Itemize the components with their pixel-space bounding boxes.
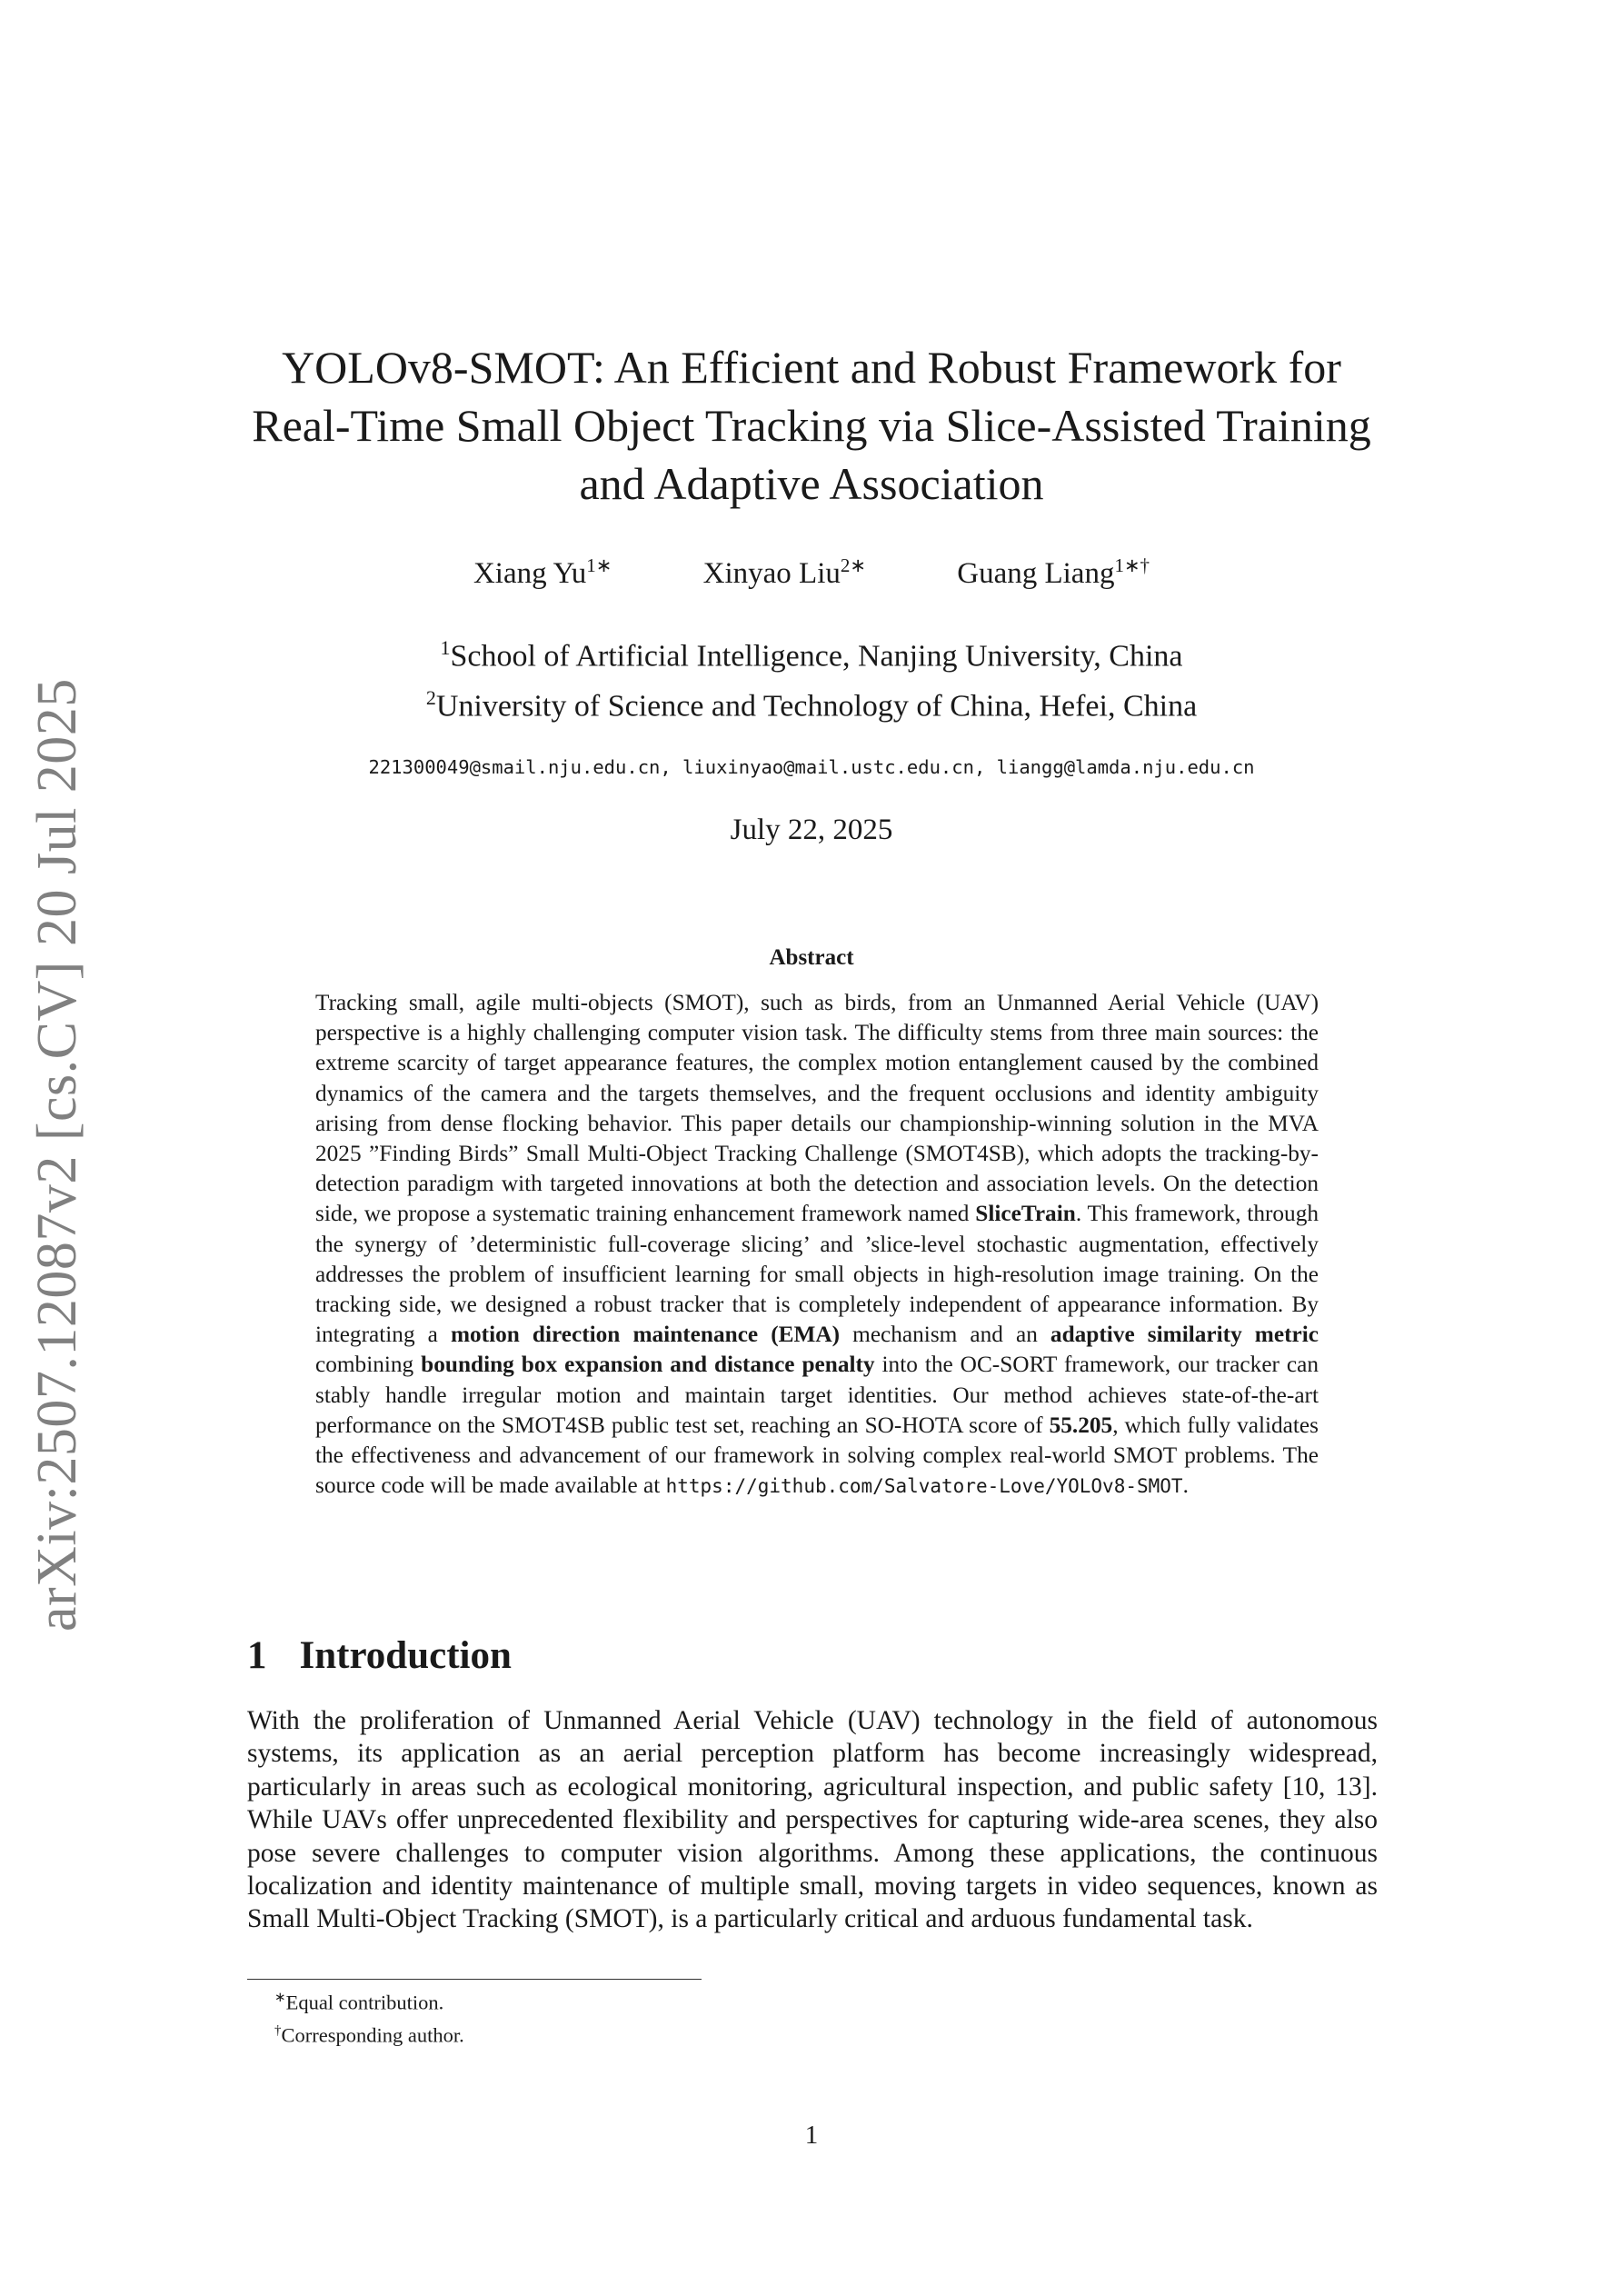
keyword-adaptive-metric: adaptive similarity metric [1050, 1322, 1319, 1348]
author-mark: 2∗ [840, 554, 866, 576]
keyword-bbox-expansion: bounding box expansion and distance penalty [421, 1352, 875, 1378]
affiliation-mark: 2 [425, 686, 436, 710]
abstract-text: Tracking small, agile multi-objects (SMOT), such as birds, from an Unmanned Aerial Vehicle (UAV) perspective is a highly challenging computer vision task. The difficulty stems from three main sources: the extreme scarcity of target appearance features, the complex motion entanglement caused by the combined dynamics of the camera and the targets themselves, and the frequent occlusions and identity ambiguity arising from dense flocking behavior. This paper details our championship-winning solution in the MVA 2025 ”Finding Birds” Small Multi-Object Tracking Challenge (SMOT4SB), which adopts the tracking-by-detection paradigm with targeted innovations at both the detection and association levels. On the detection side, we propose a systematic training enhancement framework named SliceTrain. This framework, through the synergy of ’deterministic full-coverage slicing’ and ’slice-level stochastic augmentation, effectively addresses the problem of insufficient learning for small objects in high-resolution image training. On the tracking side, we designed a robust tracker that is completely independent of appearance information. By integrating a motion direction maintenance (EMA) mechanism and an adaptive similarity metric combining bounding box expansion and distance penalty into the OC-SORT framework, our tracker can stably handle irregular motion and maintain target identities. Our method achieves state-of-the-art performance on the SMOT4SB public test set, reaching an SO-HOTA score of 55.205, which fully validates the effectiveness and advancement of our framework in solving complex real-world SMOT problems. The source code will be made available at https://github.com/Salvatore-Love/YOLOv8-SMOT. [315, 990, 1319, 1499]
footnote-text: Equal contribution. [285, 1991, 444, 2014]
footnote-mark: ∗ [274, 1991, 286, 2005]
page-number: 1 [804, 2121, 819, 2150]
footnote [274, 2017, 464, 2050]
section-number: 1 [247, 1634, 267, 1677]
score-value: 55.205 [1049, 1412, 1113, 1438]
footnotes [274, 1984, 464, 2049]
code-url-link[interactable]: https://github.com/Salvatore-Love/YOLOv8-SMOT [665, 1475, 1183, 1498]
paper-title: YOLOv8-SMOT: An Efficient and Robust Framework for Real-Time Small Object Tracking via Slice-Assisted Training and Adaptive Association [252, 342, 1371, 509]
footnote-mark: † [274, 2022, 282, 2038]
affiliation-text: School of Artificial Intelligence, Nanjing University, China [450, 639, 1183, 674]
author [957, 554, 1150, 590]
affiliation-list [236, 627, 1387, 728]
footnote [274, 1984, 464, 2017]
affiliation [236, 627, 1387, 677]
author-name: Xinyao Liu [702, 557, 841, 590]
keyword-slicetrain: SliceTrain [975, 1201, 1076, 1227]
author-name: Guang Liang [957, 557, 1115, 590]
section-title: Introduction [299, 1634, 512, 1677]
author-mark: 1∗† [1114, 554, 1150, 576]
author-emails: 221300049@smail.nju.edu.cn, liuxinyao@mail.ustc.edu.cn, liangg@lamda.nju.edu.cn [368, 756, 1255, 778]
author-mark: 1∗ [586, 554, 612, 576]
affiliation-mark: 1 [440, 636, 451, 659]
affiliation-text: University of Science and Technology of China, Hefei, China [435, 689, 1198, 724]
affiliation [236, 677, 1387, 727]
footnote-text: Corresponding author. [281, 2023, 464, 2046]
paper-date: July 22, 2025 [730, 814, 893, 846]
introduction-paragraph: With the proliferation of Unmanned Aerial Vehicle (UAV) technology in the field of autonomous systems, its application as an aerial perception platform has become increasingly widespread, particularly in areas such as ecological monitoring, agricultural inspection, and public safety [10, 13]. While UAVs offer unprecedented flexibility and perspectives for capturing wide-area scenes, they also pose severe challenges to computer vision algorithms. Among these applications, the continuous localization and identity maintenance of multiple small, moving targets in video sequences, known as Small Multi-Object Tracking (SMOT), is a particularly critical and arduous fundamental task. [247, 1706, 1378, 1934]
author [702, 554, 866, 590]
author-name: Xiang Yu [473, 557, 587, 590]
footnote-divider [247, 1979, 702, 1980]
arxiv-identifier: arXiv:2507.12087v2 [cs.CV] 20 Jul 2025 [26, 678, 88, 1632]
author [473, 554, 612, 590]
abstract-heading: Abstract [769, 945, 854, 970]
section-heading [247, 1633, 512, 1678]
author-list [236, 554, 1387, 591]
keyword-ema: motion direction maintenance (EMA) [450, 1322, 841, 1348]
